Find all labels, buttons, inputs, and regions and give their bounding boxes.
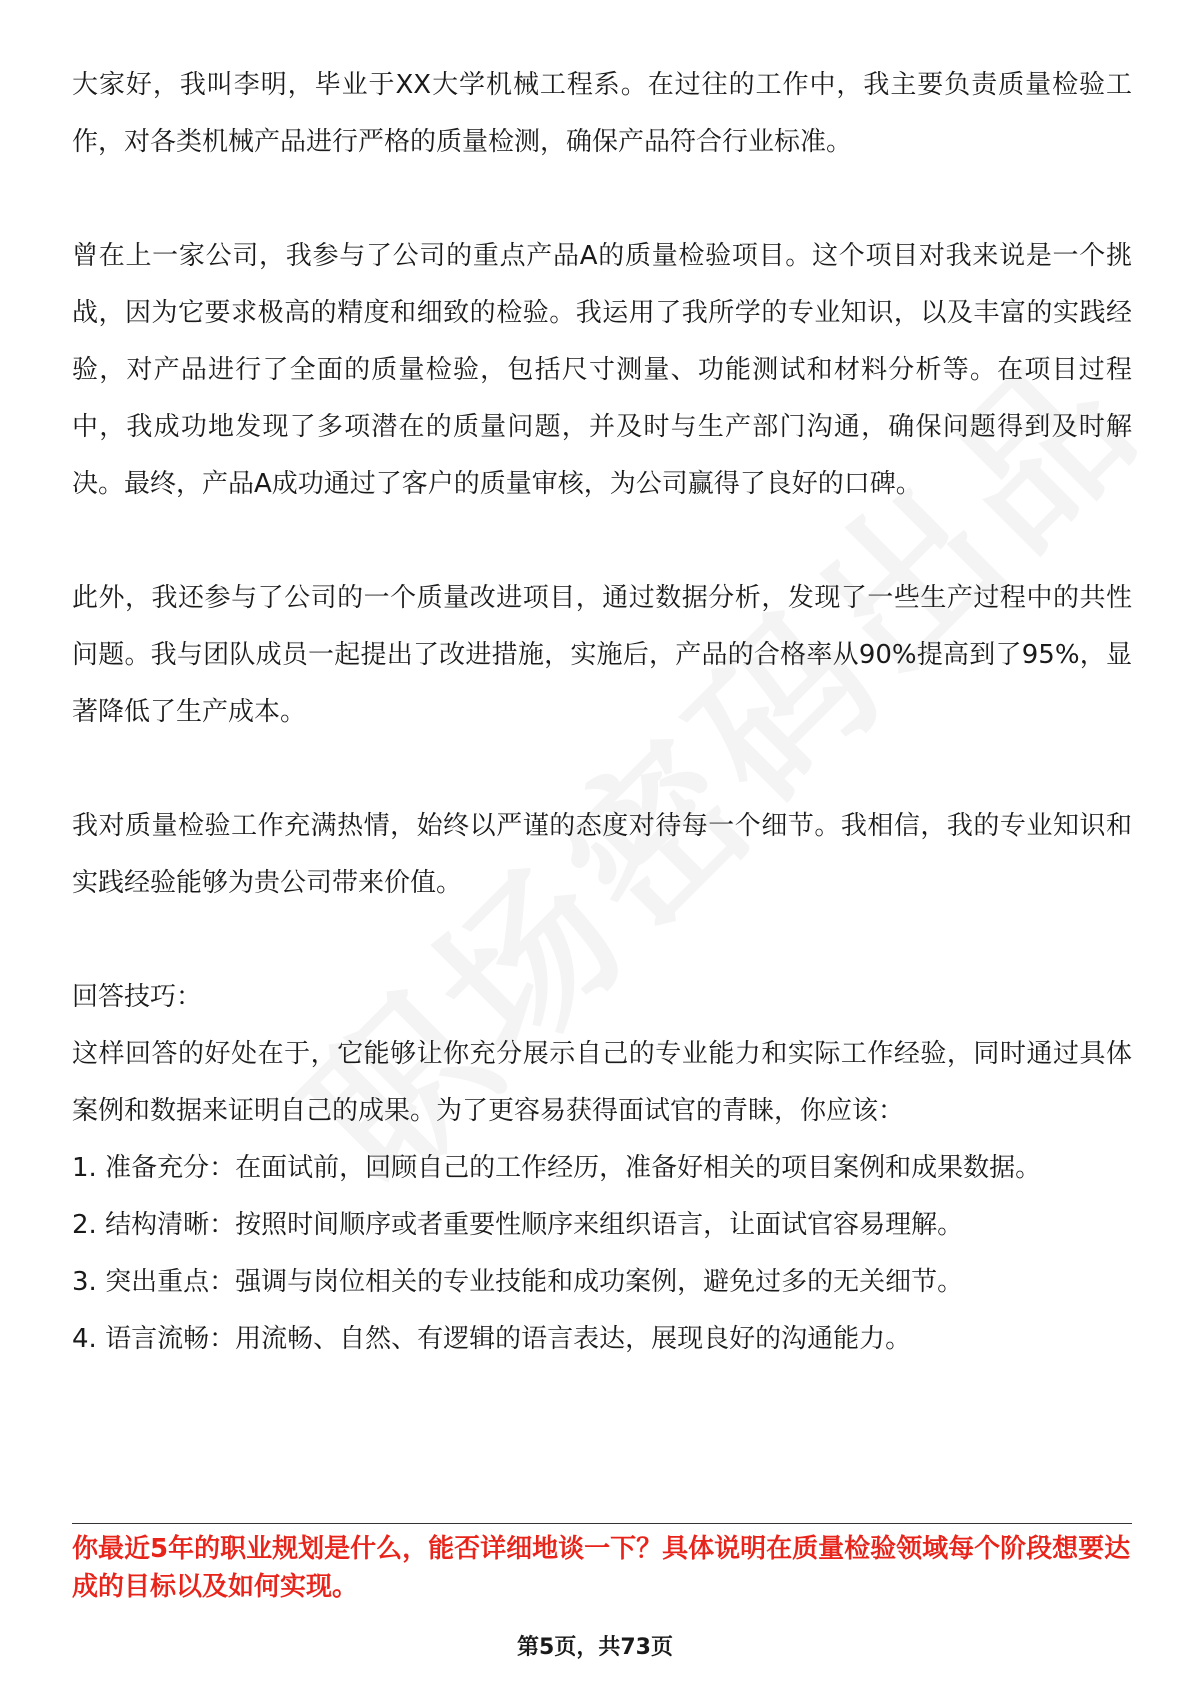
answer-paragraph-project: 曾在上一家公司，我参与了公司的重点产品A的质量检验项目。这个项目对我来说是一个挑战，因为它要求极高的精度和细致的检验。我运用了我所学的专业知识，以及丰富的实践经验，对产品进行了全面的质量检验，包括尺寸测量、功能测试和材料分析等。在项目过程中，我成功地发现了多项潜在的质量问题，并及时与生产部门沟通，确保问题得到及时解决。最终，产品A成功通过了客户的质量审核，为公司赢得了良好的口碑。	[72, 241, 1132, 499]
tips-list	[72, 1140, 1132, 1368]
answer-paragraph-improvement: 此外，我还参与了公司的一个质量改进项目，通过数据分析，发现了一些生产过程中的共性问题。我与团队成员一起提出了改进措施，实施后，产品的合格率从90%提高到了95%，显著降低了生产成本。	[72, 583, 1132, 727]
page-number: 第5页，共73页	[517, 1635, 673, 1660]
tips-section	[72, 969, 1132, 1368]
section-divider	[72, 1523, 1132, 1524]
tip-item: 3. 突出重点：强调与岗位相关的专业技能和成功案例，避免过多的无关细节。	[72, 1267, 964, 1297]
next-question: 你最近5年的职业规划是什么，能否详细地谈一下？具体说明在质量检验领域每个阶段想要达成的目标以及如何实现。	[72, 1534, 1131, 1602]
tip-item: 2. 结构清晰：按照时间顺序或者重要性顺序来组织语言，让面试官容易理解。	[72, 1210, 964, 1240]
answer-content	[72, 57, 1132, 1368]
answer-paragraph-closing: 我对质量检验工作充满热情，始终以严谨的态度对待每一个细节。我相信，我的专业知识和实践经验能够为贵公司带来价值。	[72, 811, 1132, 898]
answer-paragraph-intro: 大家好，我叫李明，毕业于XX大学机械工程系。在过往的工作中，我主要负责质量检验工作，对各类机械产品进行严格的质量检测，确保产品符合行业标准。	[72, 70, 1132, 157]
tip-item: 1. 准备充分：在面试前，回顾自己的工作经历，准备好相关的项目案例和成果数据。	[72, 1153, 1042, 1183]
tips-title: 回答技巧：	[72, 982, 203, 1012]
tips-intro: 这样回答的好处在于，它能够让你充分展示自己的专业能力和实际工作经验，同时通过具体案例和数据来证明自己的成果。为了更容易获得面试官的青睐，你应该：	[72, 1039, 1132, 1126]
tip-item: 4. 语言流畅：用流畅、自然、有逻辑的语言表达，展现良好的沟通能力。	[72, 1324, 912, 1354]
